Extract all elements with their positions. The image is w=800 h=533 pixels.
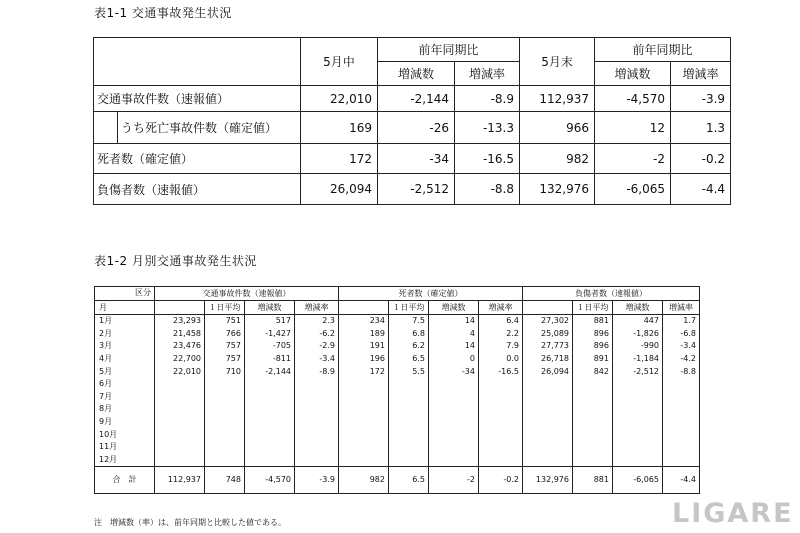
table-cell	[339, 403, 389, 416]
table-cell	[429, 454, 479, 467]
corner-header	[95, 287, 155, 301]
month-label: 10月	[95, 428, 155, 441]
table-cell: 6.4	[479, 315, 523, 328]
header-inc-rate-cumulative: 増減率	[671, 62, 731, 86]
table-cell	[663, 403, 700, 416]
table-cell	[339, 441, 389, 454]
table-cell: 169	[301, 112, 378, 144]
table-cell	[479, 454, 523, 467]
table-cell: -16.5	[455, 144, 520, 174]
subheader: 増減率	[295, 301, 339, 315]
table-cell	[295, 403, 339, 416]
table-cell	[479, 403, 523, 416]
corner-label-category: 区分	[135, 288, 151, 297]
table-cell	[613, 428, 663, 441]
subheader: １日平均	[573, 301, 613, 315]
table-cell	[205, 441, 245, 454]
table-cell	[389, 403, 429, 416]
month-label: 6月	[95, 378, 155, 391]
table-cell: -2,144	[245, 365, 295, 378]
table-cell: 132,976	[520, 174, 595, 205]
table-cell: 5.5	[389, 365, 429, 378]
table-cell	[295, 441, 339, 454]
table-cell: 189	[339, 328, 389, 341]
table-cell	[389, 391, 429, 404]
table-cell	[613, 391, 663, 404]
table-cell	[429, 441, 479, 454]
table-cell	[573, 428, 613, 441]
table-cell: -34	[429, 365, 479, 378]
table-cell: -4.4	[671, 174, 731, 205]
table-cell: 25,089	[523, 328, 573, 341]
table-cell: 27,302	[523, 315, 573, 328]
subheader: １日平均	[205, 301, 245, 315]
table-cell	[523, 378, 573, 391]
table2-title: 表1-2 月別交通事故発生状況	[94, 254, 257, 268]
table-cell	[389, 416, 429, 429]
table-cell: 0.0	[479, 353, 523, 366]
table-cell: 26,094	[523, 365, 573, 378]
table-cell	[245, 441, 295, 454]
header-inc-count: 増減数	[378, 62, 455, 86]
table-cell	[523, 428, 573, 441]
table-cell: -3.9	[295, 467, 339, 494]
table-cell: -811	[245, 353, 295, 366]
table-cell: -13.3	[455, 112, 520, 144]
table-cell: -3.4	[663, 340, 700, 353]
table-row	[95, 353, 700, 366]
subheader: 増減数	[245, 301, 295, 315]
table-cell: 234	[339, 315, 389, 328]
table-cell: 517	[245, 315, 295, 328]
table-cell	[389, 378, 429, 391]
table-cell: 14	[429, 315, 479, 328]
table-cell: 1.3	[671, 112, 731, 144]
table-row	[95, 365, 700, 378]
table-cell	[573, 391, 613, 404]
table-cell	[429, 416, 479, 429]
table-cell: 4	[429, 328, 479, 341]
total-label: 合 計	[95, 467, 155, 494]
table-cell: 891	[573, 353, 613, 366]
table-row	[95, 328, 700, 341]
table-cell	[205, 378, 245, 391]
table-cell	[205, 403, 245, 416]
table-cell	[245, 391, 295, 404]
table-cell: 6.8	[389, 328, 429, 341]
table-cell	[155, 391, 205, 404]
table-cell	[295, 391, 339, 404]
table-cell: 982	[520, 144, 595, 174]
table-cell	[205, 454, 245, 467]
table-cell: -4,570	[595, 86, 671, 112]
table-cell: 22,010	[301, 86, 378, 112]
table-cell	[389, 454, 429, 467]
subheader-blank	[155, 301, 205, 315]
table-cell: -6,065	[595, 174, 671, 205]
table-cell: 12	[595, 112, 671, 144]
table-cell: 1.7	[663, 315, 700, 328]
table-cell	[429, 391, 479, 404]
table-cell	[663, 441, 700, 454]
table-cell	[295, 416, 339, 429]
table-cell: 2.3	[295, 315, 339, 328]
table-cell	[205, 391, 245, 404]
month-label: 9月	[95, 416, 155, 429]
table-cell: 6.5	[389, 353, 429, 366]
table-cell: -8.9	[455, 86, 520, 112]
table-cell: -3.9	[671, 86, 731, 112]
total-row	[95, 467, 700, 494]
table-cell: 23,476	[155, 340, 205, 353]
group-header: 負傷者数（速報値）	[523, 287, 700, 301]
table-cell: 748	[205, 467, 245, 494]
table-cell: 112,937	[520, 86, 595, 112]
table-cell	[523, 441, 573, 454]
table-cell: 6.5	[389, 467, 429, 494]
table-cell: -2	[429, 467, 479, 494]
header-prev-compare: 前年同期比	[378, 38, 520, 62]
table-cell	[573, 441, 613, 454]
table-cell: -1,826	[613, 328, 663, 341]
table-row	[95, 428, 700, 441]
row-label-deaths: 死者数（確定値）	[94, 144, 301, 174]
month-label: 4月	[95, 353, 155, 366]
table-row	[95, 441, 700, 454]
month-label: 3月	[95, 340, 155, 353]
table-cell	[155, 441, 205, 454]
table-cell	[245, 454, 295, 467]
table-cell	[479, 441, 523, 454]
table-cell: -4.2	[663, 353, 700, 366]
table-row	[95, 454, 700, 467]
table-cell	[523, 391, 573, 404]
table-cell	[295, 378, 339, 391]
table-row	[95, 378, 700, 391]
table-cell: 2.2	[479, 328, 523, 341]
header-inc-rate: 増減率	[455, 62, 520, 86]
month-label: 12月	[95, 454, 155, 467]
subheader: 増減率	[663, 301, 700, 315]
table-cell	[663, 428, 700, 441]
table-cell: -2,144	[378, 86, 455, 112]
table-cell	[573, 403, 613, 416]
table-cell: -16.5	[479, 365, 523, 378]
table-cell	[389, 428, 429, 441]
table-cell	[339, 454, 389, 467]
table-cell: 22,010	[155, 365, 205, 378]
table-cell: 842	[573, 365, 613, 378]
table-cell: -6,065	[613, 467, 663, 494]
corner-label-month: 月	[95, 301, 155, 315]
table-cell: 766	[205, 328, 245, 341]
table-cell: -1,184	[613, 353, 663, 366]
table-cell: 896	[573, 340, 613, 353]
table-row	[95, 416, 700, 429]
table-cell	[573, 416, 613, 429]
table-cell: 710	[205, 365, 245, 378]
table-cell	[479, 428, 523, 441]
table-cell: 757	[205, 353, 245, 366]
table-cell	[613, 416, 663, 429]
table-cell: 191	[339, 340, 389, 353]
table-cell: -3.4	[295, 353, 339, 366]
table-cell: 26,094	[301, 174, 378, 205]
table-cell	[663, 454, 700, 467]
subheader: 増減数	[429, 301, 479, 315]
table-cell: -1,427	[245, 328, 295, 341]
table-cell: 172	[339, 365, 389, 378]
table-cell: 6.2	[389, 340, 429, 353]
header-prev-compare-cumulative: 前年同期比	[595, 38, 731, 62]
table-cell	[295, 428, 339, 441]
subheader-blank	[523, 301, 573, 315]
table-cell	[155, 378, 205, 391]
table-cell: -2,512	[378, 174, 455, 205]
table-cell: -2.9	[295, 340, 339, 353]
table-cell	[523, 416, 573, 429]
table-cell: -8.9	[295, 365, 339, 378]
header-cumulative: 5月末	[520, 38, 595, 86]
footnote: 注 増減数（率）は、前年同期と比較した値である。	[94, 518, 286, 527]
traffic-accident-summary-table	[93, 37, 731, 205]
table-cell: -26	[378, 112, 455, 144]
subheader: 増減率	[479, 301, 523, 315]
table-cell	[573, 378, 613, 391]
table-cell	[155, 454, 205, 467]
table-cell: -8.8	[455, 174, 520, 205]
month-label: 1月	[95, 315, 155, 328]
table-cell: 982	[339, 467, 389, 494]
table-cell: 881	[573, 467, 613, 494]
table-cell	[479, 391, 523, 404]
table-cell: 966	[520, 112, 595, 144]
month-label: 11月	[95, 441, 155, 454]
table-cell	[155, 403, 205, 416]
table-cell	[339, 391, 389, 404]
header-month: 5月中	[301, 38, 378, 86]
table-cell	[613, 378, 663, 391]
row-label-accidents: 交通事故件数（速報値）	[94, 86, 301, 112]
table-cell: 0	[429, 353, 479, 366]
table-cell	[429, 403, 479, 416]
table-cell	[245, 403, 295, 416]
table-cell: -34	[378, 144, 455, 174]
table-cell	[205, 416, 245, 429]
table-cell	[479, 378, 523, 391]
table-cell	[613, 441, 663, 454]
table-cell	[339, 416, 389, 429]
table-row	[95, 340, 700, 353]
table-cell	[479, 416, 523, 429]
table-cell: -2,512	[613, 365, 663, 378]
table-row	[95, 315, 700, 328]
table-cell: -6.8	[663, 328, 700, 341]
table-cell: -8.8	[663, 365, 700, 378]
table-cell: 112,937	[155, 467, 205, 494]
table-cell	[663, 378, 700, 391]
table-cell	[155, 416, 205, 429]
table-cell	[205, 428, 245, 441]
table-cell	[339, 428, 389, 441]
table-cell: 447	[613, 315, 663, 328]
row-label-injured: 負傷者数（速報値）	[94, 174, 301, 205]
table-cell: 7.5	[389, 315, 429, 328]
table-cell: 751	[205, 315, 245, 328]
subheader: １日平均	[389, 301, 429, 315]
table-cell	[245, 378, 295, 391]
group-header: 死者数（確定値）	[339, 287, 523, 301]
table-cell	[613, 403, 663, 416]
table1-title: 表1-1 交通事故発生状況	[94, 6, 232, 20]
table-cell: 14	[429, 340, 479, 353]
table-cell: -0.2	[671, 144, 731, 174]
month-label: 2月	[95, 328, 155, 341]
month-label: 8月	[95, 403, 155, 416]
table-cell	[429, 428, 479, 441]
table-cell: 196	[339, 353, 389, 366]
month-label: 5月	[95, 365, 155, 378]
table-cell: 27,773	[523, 340, 573, 353]
table-cell	[613, 454, 663, 467]
table-cell: 757	[205, 340, 245, 353]
table-cell: 22,700	[155, 353, 205, 366]
table-cell: 7.9	[479, 340, 523, 353]
table-cell	[339, 378, 389, 391]
table-row	[95, 391, 700, 404]
indent-cell	[94, 112, 118, 144]
month-label: 7月	[95, 391, 155, 404]
table-cell	[429, 378, 479, 391]
table-cell	[155, 428, 205, 441]
table-row	[95, 403, 700, 416]
header-inc-count-cumulative: 増減数	[595, 62, 671, 86]
table-cell: -2	[595, 144, 671, 174]
table-cell	[523, 403, 573, 416]
table-cell	[389, 441, 429, 454]
table-cell: 172	[301, 144, 378, 174]
table-cell: 132,976	[523, 467, 573, 494]
ligare-logo: LIGARE	[672, 498, 794, 529]
table-cell: -6.2	[295, 328, 339, 341]
table-cell: -4.4	[663, 467, 700, 494]
table-cell	[663, 391, 700, 404]
table-cell	[295, 454, 339, 467]
table-cell: -705	[245, 340, 295, 353]
table-cell: 21,458	[155, 328, 205, 341]
table-cell: -990	[613, 340, 663, 353]
table-cell	[573, 454, 613, 467]
group-header: 交通事故件数（速報値）	[155, 287, 339, 301]
table-cell	[663, 416, 700, 429]
header-blank	[94, 38, 301, 86]
table-cell: -4,570	[245, 467, 295, 494]
table-cell: -0.2	[479, 467, 523, 494]
subheader-blank	[339, 301, 389, 315]
table-cell	[245, 416, 295, 429]
table-cell: 23,293	[155, 315, 205, 328]
table-cell: 896	[573, 328, 613, 341]
subheader: 増減数	[613, 301, 663, 315]
table-cell	[523, 454, 573, 467]
row-label-fatal-accidents: うち死亡事故件数（確定値）	[118, 112, 301, 144]
table-cell	[245, 428, 295, 441]
monthly-accident-table	[94, 286, 700, 494]
table-cell: 26,718	[523, 353, 573, 366]
table-cell: 881	[573, 315, 613, 328]
